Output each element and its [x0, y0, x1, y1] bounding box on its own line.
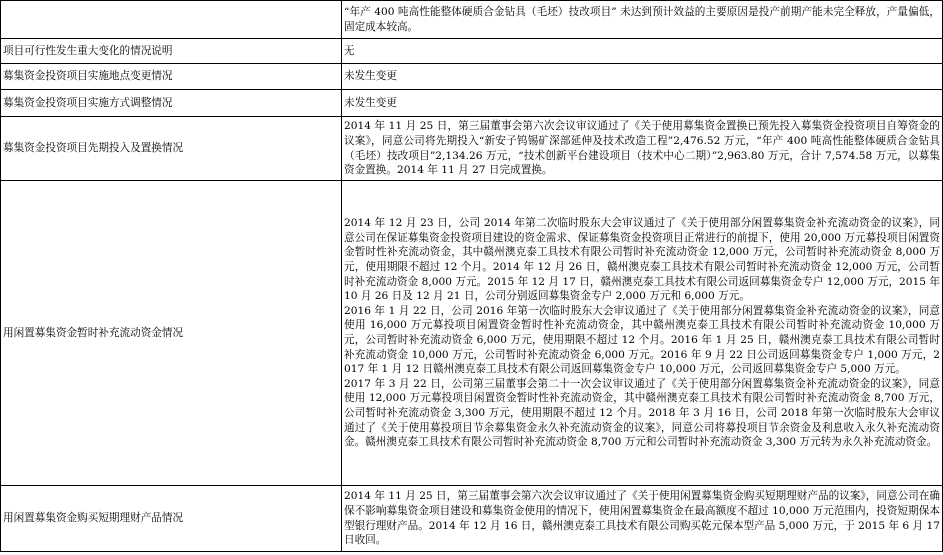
- row-label: [1, 1, 342, 39]
- row-content: [342, 486, 943, 552]
- row-content: [342, 1, 943, 39]
- row-content: [342, 64, 943, 90]
- content-paragraph: 2014 年 11 月 25 日，第三届董事会第六次会议审议通过了《关于使用募集资金置换已预先投入募集资金投资项目自筹资金的议案》，同意公司将先期投入“新安子钨锡矿深部延伸及技术改造工程”2,476.52 万元，“年产 400 吨高性能整体硬质合金钻具（毛坯）技改项目”2,134.26 万元，“技术创新平台建设项目（技术中心二期）”2,963.80 万元，合计 7,574.58 万元，以募集资金置换。2014 年 11 月 27 日完成置换。: [344, 120, 940, 177]
- row-content: [342, 90, 943, 117]
- table-row: [1, 1, 943, 39]
- content-paragraph: 2014 年 12 月 23 日，公司 2014 年第二次临时股东大会审议通过了《关于使用部分闲置募集资金补充流动资金的议案》，同意公司在保证募集资金投资项目建设的资金需求、保证募集资金投资项目正常进行的前提下，使用 20,000 万元募投项目闲置资金暂时性补充流动资金，其中赣州澳克泰工具技术有限公司暂时补充流动资金 12,000 万元，公司暂时补充流动资金 8,000 万元，使用期限不超过 12 个月。2014 年 12 月 26 日，赣州澳克泰工具技术有限公司暂时补充流动资金 12,000 万元，公司暂时补充流动资金 8,000 万元。2015 年 12 月 17 日，赣州澳克泰工具技术有限公司返回募集资金专户 12,000 万元，2015 年 10 月 26 日及 12 月 21 日，公司分别返回募集资金专户 2,000 万元和 6,000 万元。: [344, 217, 940, 303]
- row-content: [342, 181, 943, 486]
- content-paragraph: 2014 年 11 月 25 日，第三届董事会第六次会议审议通过了《关于使用闲置募集资金购买短期理财产品的议案》，同意公司在确保不影响募集资金项目建设和募集资金使用的情况下，使用闲置募集资金在最高额度不超过 10,000 万元范围内，投资短期保本型银行理财产品。2014 年 12 月 16 日，赣州澳克泰工具技术有限公司购买乾元保本型产品 5,000 万元，于 2015 年 6 月 17 日收回。: [344, 490, 940, 547]
- content-paragraph: 2017 年 3 月 22 日，公司第三届董事会第二十一次会议审议通过了《关于使用部分闲置募集资金补充流动资金的议案》，同意使用 12,000 万元募投项目闲置资金暂时性补充流动资金，其中赣州澳克泰工具技术有限公司暂时补充流动资金 8,700 万元，公司暂时补充流动资金 3,300 万元，使用期限不超过 12 个月。2018 年 3 月 16 日，公司 2018 年第一次临时股东大会审议通过了《关于使用募投项目节余募集资金永久补充流动资金的议案》，同意公司将募投项目节余资金及利息收入永久补充流动资金。赣州澳克泰工具技术有限公司暂时补充流动资金 8,700 万元和公司暂时补充流动资金 3,300 万元转为永久补充流动资金。: [344, 377, 940, 449]
- row-label: 募集资金投资项目实施地点变更情况: [1, 64, 342, 90]
- table-row: [1, 90, 943, 117]
- row-label: 项目可行性发生重大变化的情况说明: [1, 39, 342, 64]
- row-label: 募集资金投资项目实施方式调整情况: [1, 90, 342, 117]
- table-row: [1, 486, 943, 552]
- row-content: [342, 117, 943, 181]
- row-label: 用闲置募集资金暂时补充流动资金情况: [1, 181, 342, 486]
- content-paragraph: 未发生变更: [344, 70, 397, 83]
- table-row: [1, 39, 943, 64]
- row-label: 用闲置募集资金购买短期理财产品情况: [1, 486, 342, 552]
- content-paragraph: “年产 400 吨高性能整体硬质合金钻具（毛坯）技改项目” 未达到预计效益的主要原因是投产前期产能未完全释放，产量偏低，固定成本较高。: [344, 5, 940, 33]
- content-paragraph: 无: [344, 44, 355, 57]
- table-row: [1, 181, 943, 486]
- content-paragraph: 未发生变更: [344, 96, 397, 109]
- table-row: [1, 117, 943, 181]
- table-row: [1, 64, 943, 90]
- row-content: [342, 39, 943, 64]
- content-paragraph: 2016 年 1 月 22 日，公司 2016 年第一次临时股东大会审议通过了《关于使用部分闲置募集资金补充流动资金的议案》，同意使用 16,000 万元募投项目闲置资金暂时性补充流动资金，其中赣州澳克泰工具技术有限公司暂时补充流动资金 10,000 万元，公司暂时补充流动资金 6,000 万元，使用期限不超过 12 个月。2016 年 1 月 25 日，赣州澳克泰工具技术有限公司暂时补充流动资金 10,000 万元，公司暂时补充流动资金 6,000 万元。2016 年 9 月 22 日公司返回募集资金专户 1,000 万元，2017 年 1 月 12 日赣州澳克泰工具技术有限公司返回募集资金专户 10,000 万元，公司返回募集资金专户 5,000 万元。: [344, 304, 940, 376]
- row-label: 募集资金投资项目先期投入及置换情况: [1, 117, 342, 181]
